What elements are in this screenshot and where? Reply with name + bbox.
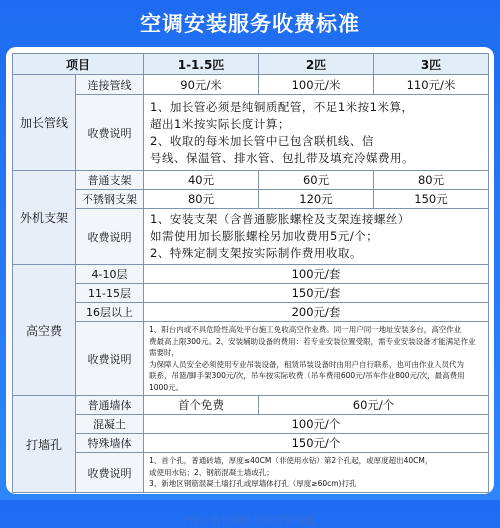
price-cell: 200元/套 xyxy=(144,303,489,322)
header-2hp: 2匹 xyxy=(259,54,374,75)
row-label: 不锈钢支架 xyxy=(76,190,144,209)
price-cell: 首个免费 xyxy=(144,396,259,415)
price-cell: 60元 xyxy=(259,171,374,190)
footer-note: *注：其他额外具体咨询客服 xyxy=(184,515,316,527)
table-header-row xyxy=(13,54,489,75)
table-row xyxy=(13,453,489,493)
row-label: 特殊墙体 xyxy=(76,434,144,453)
note-line: 号线、保温管、排水管、包扎带及填充冷媒费用。 xyxy=(150,150,415,165)
table-row xyxy=(13,284,489,303)
note-line: 2、特殊定制支架按实际制作费用收取。 xyxy=(150,246,362,260)
note-label: 收费说明 xyxy=(76,95,144,171)
note-line: 或使用水钻；2、钢筋混凝土墙或孔； xyxy=(149,467,274,477)
price-cell: 110元/米 xyxy=(374,75,489,95)
price-cell: 100元/米 xyxy=(259,75,374,95)
category-bracket: 外机支架 xyxy=(13,171,76,265)
note-line: 1、阳台内或不具危险性高处平台施工免收高空作业费。同一用户同一地址安装多台，高空作业 xyxy=(149,325,462,334)
price-cell: 150元/个 xyxy=(144,434,489,453)
pipe-notes xyxy=(144,95,489,171)
note-line: 3、新地区钢筋混凝土墙打孔或厚墙体打孔（厚度≥60cm)打孔 xyxy=(149,479,357,489)
price-cell: 40元 xyxy=(144,171,259,190)
row-label: 连接管线 xyxy=(76,75,144,95)
row-label: 普通支架 xyxy=(76,171,144,190)
table-row xyxy=(13,434,489,453)
table-row xyxy=(13,209,489,265)
note-line: 超出1米按实际长度计算； xyxy=(150,116,290,131)
note-line: 费最高上限300元。2、安装辅助设备的费用：若专业安装位置受限，需专业安装设备才能满足作业需要时， xyxy=(149,336,476,357)
row-label: 4-10层 xyxy=(76,265,144,284)
price-cell: 100元/个 xyxy=(144,415,489,434)
note-line: 2、收取的每米加长管中已包含联机线、信 xyxy=(150,133,374,148)
note-line: 联系，吊篮/脚手架300元/次，吊车按实际收费（吊车费用600元/吊车作业800元/次，最高费用1000元。 xyxy=(149,371,465,392)
header-item: 项目 xyxy=(13,54,144,75)
page-title: 空调安装服务收费标准 xyxy=(140,11,360,36)
note-line: 为保障人员安全必须使用专业吊装设备，租赁吊装设备时由用户自行联系，也可由作业人员代为 xyxy=(149,359,465,369)
height-notes xyxy=(144,322,489,396)
table-row xyxy=(13,322,489,396)
note-line: 1、加长管必须是纯铜质配管，不足1米按1米算， xyxy=(150,99,414,114)
price-cell: 60元/个 xyxy=(259,396,489,415)
note-line: 如需使用加长膨胀螺栓另加收费用5元/个； xyxy=(150,229,379,243)
header-3hp: 3匹 xyxy=(374,54,489,75)
price-cell: 150元/套 xyxy=(144,284,489,303)
row-label: 混凝土 xyxy=(76,415,144,434)
table-row xyxy=(13,303,489,322)
note-label: 收费说明 xyxy=(76,209,144,265)
table-row xyxy=(13,171,489,190)
table-row xyxy=(13,190,489,209)
table-row xyxy=(13,95,489,171)
price-cell: 90元/米 xyxy=(144,75,259,95)
note-label: 收费说明 xyxy=(76,453,144,493)
price-card xyxy=(6,47,494,527)
price-table xyxy=(12,53,489,493)
header-1-1.5hp: 1-1.5匹 xyxy=(144,54,259,75)
bracket-notes xyxy=(144,209,489,265)
row-label: 普通墙体 xyxy=(76,396,144,415)
table-row xyxy=(13,396,489,415)
note-line: 1、首个孔，普通砖墙，厚度≤40CM（非使用水钻）第2个孔起，或厚度超出40CM， xyxy=(149,456,433,466)
row-label: 16层以上 xyxy=(76,303,144,322)
row-label: 11-15层 xyxy=(76,284,144,303)
price-cell: 80元 xyxy=(374,171,489,190)
price-cell: 150元 xyxy=(374,190,489,209)
table-row xyxy=(13,265,489,284)
price-cell: 80元 xyxy=(144,190,259,209)
category-wall: 打墙孔 xyxy=(13,396,76,493)
category-pipe: 加长管线 xyxy=(13,75,76,171)
wall-notes xyxy=(144,453,489,493)
price-cell: 120元 xyxy=(259,190,374,209)
price-cell: 100元/套 xyxy=(144,265,489,284)
note-line: 1、安装支架（含普通膨胀螺栓及支架连接螺丝） xyxy=(150,212,410,226)
table-row xyxy=(13,75,489,95)
table-row xyxy=(13,415,489,434)
category-height: 高空费 xyxy=(13,265,76,396)
note-label: 收费说明 xyxy=(76,322,144,396)
